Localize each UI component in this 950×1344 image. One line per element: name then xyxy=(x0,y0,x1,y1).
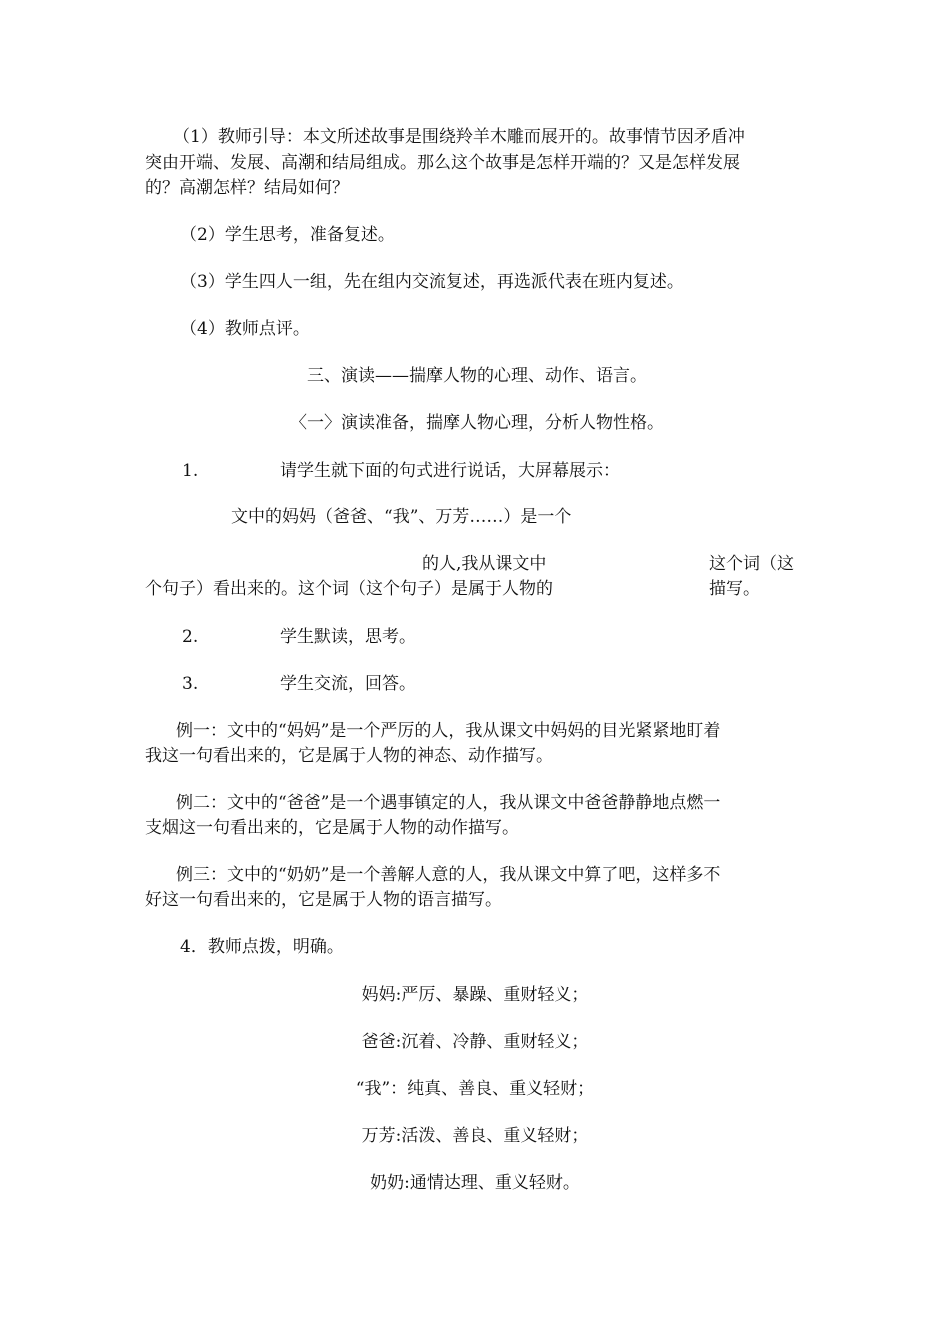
example-1-line-2: 我这一句看出来的，它是属于人物的神态、动作描写。 xyxy=(145,746,553,766)
step-3-number: 3. xyxy=(182,674,199,694)
trait-wanfang: 万芳:活泼、善良、重义轻财； xyxy=(361,1126,589,1146)
paragraph-4: （4）教师点评。 xyxy=(180,319,310,339)
trait-grandmother: 奶奶:通情达理、重义轻财。 xyxy=(370,1173,580,1193)
pattern-line-1: 文中的妈妈（爸爸、“我”、万芳……）是一个 xyxy=(231,507,572,527)
example-3-line-1: 例三：文中的“奶奶”是一个善解人意的人，我从课文中算了吧，这样多不 xyxy=(176,865,721,885)
pattern-middle-text: 的人,我从课文中 xyxy=(422,554,547,574)
pattern-right-line-1: 这个词（这 xyxy=(709,554,794,574)
example-1-line-1: 例一：文中的“妈妈”是一个严厉的人，我从课文中妈妈的目光紧紧地盯着 xyxy=(176,721,721,741)
pattern-right-line-2: 描写。 xyxy=(709,579,760,599)
paragraph-1-line-3: 的？高潮怎样？结局如何？ xyxy=(145,178,349,198)
subsection-heading: 〈一〉演读准备，揣摩人物心理，分析人物性格。 xyxy=(290,413,664,433)
step-1-text: 请学生就下面的句式进行说话，大屏幕展示： xyxy=(280,461,620,481)
example-3-line-2: 好这一句看出来的，它是属于人物的语言描写。 xyxy=(145,890,502,910)
pattern-line-3: 个句子）看出来的。这个词（这个句子）是属于人物的 xyxy=(145,579,553,599)
paragraph-1-line-1: （1）教师引导：本文所述故事是围绕羚羊木雕而展开的。故事情节因矛盾冲 xyxy=(173,127,745,147)
trait-me: “我”：纯真、善良、重义轻财； xyxy=(355,1079,595,1099)
step-2-text: 学生默读，思考。 xyxy=(280,627,416,647)
section-heading: 三、演读——揣摩人物的心理、动作、语言。 xyxy=(307,366,647,386)
paragraph-1-line-2: 突由开端、发展、高潮和结局组成。那么这个故事是怎样开端的？又是怎样发展 xyxy=(145,153,740,173)
trait-mother: 妈妈:严厉、暴躁、重财轻义； xyxy=(361,985,589,1005)
paragraph-2: （2）学生思考，准备复述。 xyxy=(180,225,395,245)
step-1-number: 1. xyxy=(182,461,199,481)
paragraph-3: （3）学生四人一组，先在组内交流复述，再选派代表在班内复述。 xyxy=(180,272,684,292)
step-2-number: 2. xyxy=(182,627,199,647)
example-2-line-1: 例二：文中的“爸爸”是一个遇事镇定的人，我从课文中爸爸静静地点燃一 xyxy=(176,793,721,813)
example-2-line-2: 支烟这一句看出来的，它是属于人物的动作描写。 xyxy=(145,818,519,838)
step-3-text: 学生交流，回答。 xyxy=(280,674,416,694)
trait-father: 爸爸:沉着、冷静、重财轻义； xyxy=(361,1032,589,1052)
step-4: 4．教师点拨，明确。 xyxy=(180,937,344,957)
